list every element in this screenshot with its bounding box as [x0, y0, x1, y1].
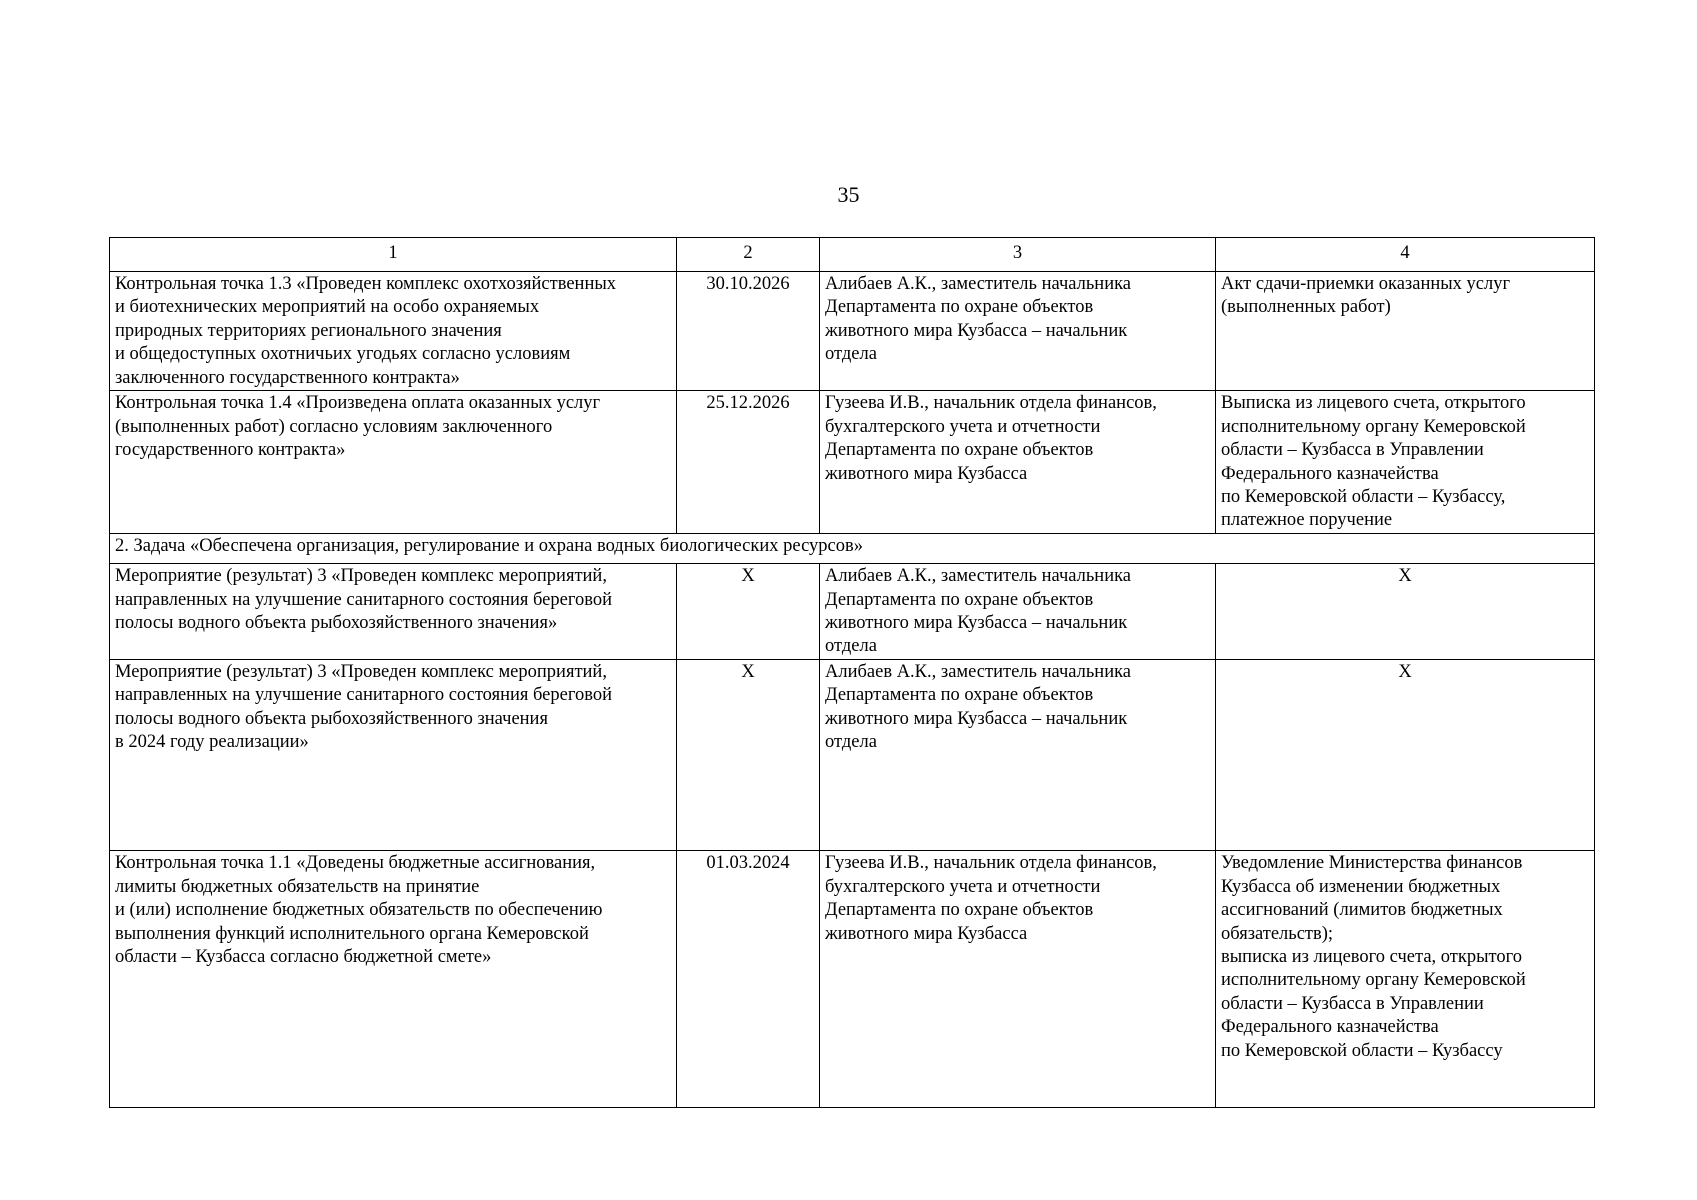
table-row	[110, 659, 1595, 850]
section-row	[110, 534, 1595, 564]
text-line: животного мира Кузбасса – начальник	[825, 320, 1128, 341]
text-line: Гузеева И.В., начальник отдела финансов,	[825, 393, 1157, 414]
row-description	[110, 391, 677, 534]
row-date: 30.10.2026	[677, 272, 820, 391]
row-document	[1216, 272, 1595, 391]
text-line: государственного контракта»	[115, 440, 346, 461]
text-line: Департамента по охране объектов	[825, 900, 1094, 921]
document-table	[109, 237, 1595, 1108]
text-line: Алибаев А.К., заместитель начальника	[825, 661, 1132, 682]
row-responsible	[820, 391, 1216, 534]
text-line: области – Кузбасса в Управлении	[1221, 993, 1484, 1014]
text-line: обязательств);	[1221, 923, 1334, 944]
text-line: (выполненных работ)	[1221, 297, 1391, 318]
row-date: 25.12.2026	[677, 391, 820, 534]
text-line: природных территориях регионального значения	[115, 320, 502, 341]
text-line: Департамента по охране объектов	[825, 685, 1094, 706]
table-header-row	[110, 238, 1595, 272]
text-line: Гузеева И.В., начальник отдела финансов,	[825, 853, 1157, 874]
page-number: 35	[837, 182, 860, 207]
text-line: платежное поручение	[1221, 510, 1393, 531]
text-line: полосы водного объекта рыбохозяйственного значения	[115, 708, 548, 729]
text-line: лимиты бюджетных обязательств на принятие	[115, 876, 480, 897]
text-line: Кузбасса об изменении бюджетных	[1221, 876, 1501, 897]
header-cell-3: 3	[820, 238, 1216, 272]
text-line: животного мира Кузбасса – начальник	[825, 612, 1128, 633]
text-line: Контрольная точка 1.1 «Доведены бюджетные ассигнования,	[115, 853, 596, 874]
text-line: по Кемеровской области – Кузбассу	[1221, 1040, 1503, 1061]
text-line: Уведомление Министерства финансов	[1221, 853, 1523, 874]
text-line: заключенного государственного контракта»	[115, 367, 460, 388]
text-line: Департамента по охране объектов	[825, 440, 1094, 461]
text-line: (выполненных работ) согласно условиям заключенного	[115, 416, 553, 437]
text-line: Контрольная точка 1.4 «Произведена оплата оказанных услуг	[115, 393, 601, 414]
text-line: направленных на улучшение санитарного состояния береговой	[115, 685, 612, 706]
text-line: бухгалтерского учета и отчетности	[825, 876, 1101, 897]
header-cell-4: 4	[1216, 238, 1595, 272]
text-line: выписка из лицевого счета, открытого	[1221, 947, 1523, 968]
text-line: выполнения функций исполнительного органа Кемеровской	[115, 923, 589, 944]
row-responsible	[820, 659, 1216, 850]
text-line: и биотехнических мероприятий на особо охраняемых	[115, 297, 540, 318]
text-line: исполнительному органу Кемеровской	[1221, 416, 1526, 437]
row-description	[110, 659, 677, 850]
header-cell-2: 2	[677, 238, 820, 272]
row-description	[110, 272, 677, 391]
text-line: полосы водного объекта рыбохозяйственного значения»	[115, 612, 558, 633]
row-document: Х	[1216, 659, 1595, 850]
text-line: Департамента по охране объектов	[825, 589, 1094, 610]
table-row	[110, 391, 1595, 534]
text-line: Выписка из лицевого счета, открытого	[1221, 393, 1526, 414]
header-cell-1: 1	[110, 238, 677, 272]
text-line: исполнительному органу Кемеровской	[1221, 970, 1526, 991]
text-line: Акт сдачи-приемки оказанных услуг	[1221, 274, 1511, 295]
row-responsible	[820, 272, 1216, 391]
text-line: отдела	[825, 732, 877, 753]
text-line: Департамента по охране объектов	[825, 297, 1094, 318]
text-line: области – Кузбасса согласно бюджетной смете»	[115, 947, 492, 968]
row-description	[110, 564, 677, 660]
row-responsible	[820, 564, 1216, 660]
text-line: Алибаев А.К., заместитель начальника	[825, 566, 1132, 587]
text-line: ассигнований (лимитов бюджетных	[1221, 900, 1503, 921]
text-line: направленных на улучшение санитарного состояния береговой	[115, 589, 612, 610]
text-line: животного мира Кузбасса – начальник	[825, 708, 1128, 729]
text-line: и (или) исполнение бюджетных обязательств по обеспечению	[115, 900, 603, 921]
row-date: Х	[677, 564, 820, 660]
text-line: области – Кузбасса в Управлении	[1221, 440, 1484, 461]
row-document	[1216, 851, 1595, 1108]
row-document	[1216, 391, 1595, 534]
text-line: Мероприятие (результат) 3 «Проведен комплекс мероприятий,	[115, 661, 607, 682]
table-row	[110, 272, 1595, 391]
table-row	[110, 564, 1595, 660]
row-document: Х	[1216, 564, 1595, 660]
table-row	[110, 851, 1595, 1108]
text-line: в 2024 году реализации»	[115, 732, 309, 753]
text-line: Мероприятие (результат) 3 «Проведен комплекс мероприятий,	[115, 566, 607, 587]
text-line: Алибаев А.К., заместитель начальника	[825, 274, 1132, 295]
text-line: Контрольная точка 1.3 «Проведен комплекс охотхозяйственных	[115, 274, 617, 295]
text-line: отдела	[825, 344, 877, 365]
text-line: отдела	[825, 636, 877, 657]
text-line: животного мира Кузбасса	[825, 923, 1028, 944]
text-line: животного мира Кузбасса	[825, 463, 1028, 484]
text-line: бухгалтерского учета и отчетности	[825, 416, 1101, 437]
text-line: и общедоступных охотничьих угодьях согласно условиям	[115, 344, 571, 365]
text-line: Федерального казначейства	[1221, 463, 1439, 484]
row-date: Х	[677, 659, 820, 850]
text-line: по Кемеровской области – Кузбассу,	[1221, 486, 1506, 507]
section-title: 2. Задача «Обеспечена организация, регулирование и охрана водных биологических ресурсов»	[110, 534, 1595, 564]
text-line: Федерального казначейства	[1221, 1017, 1439, 1038]
row-date: 01.03.2024	[677, 851, 820, 1108]
row-description	[110, 851, 677, 1108]
row-responsible	[820, 851, 1216, 1108]
